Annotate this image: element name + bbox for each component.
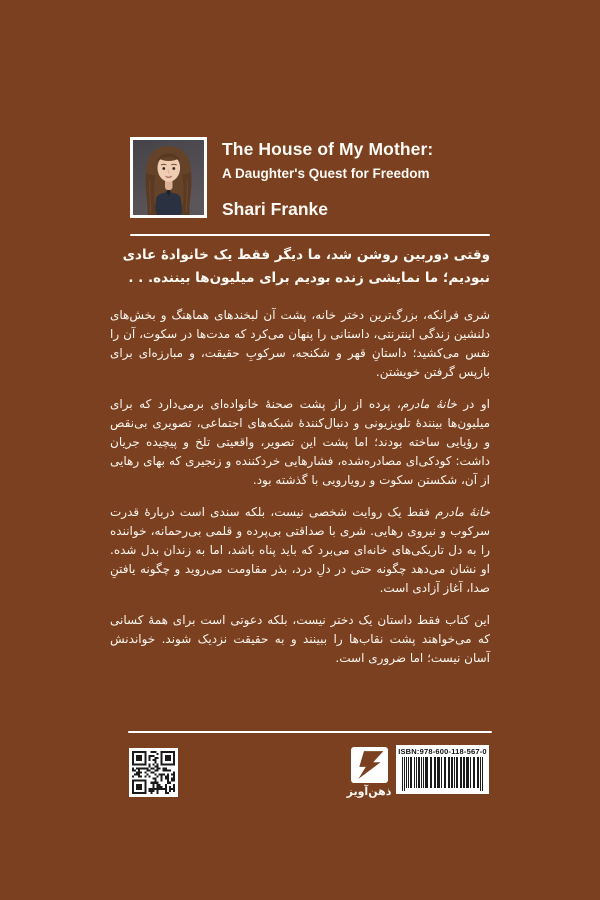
paragraph: خانهٔ مادرم فقط یک روایت شخصی نیست، بلکه سندی است دربارهٔ قدرت سرکوب و نیروی رهایی. شری با صداقتی بی‌پرده و قلمی بی‌رحمانه، خواننده را به دل تاریکی‌های خانه‌ای می‌برد که باید پناه باشد، اما به زندان بدل شده. او نشان می‌دهد چگونه حتی در دلِ درد، بذر مقاومت می‌روید و چگونه یافتنِ صدا، آغاز آزادی است. [110, 505, 490, 595]
qr-code-svg [132, 751, 175, 794]
barcode-svg [399, 757, 486, 792]
header-divider [130, 234, 490, 236]
author-name: Shari Franke [222, 199, 329, 219]
pull-quote: وقتی دوربین روشن شد، ما دیگر فقط یک خانوادهٔ عادی نبودیم؛ ما نمایشی زنده بودیم برای میلیون‌ها بیننده. . . [122, 247, 490, 286]
paragraph: او در خانهٔ مادرم، پرده از راز پشت صحنهٔ خانواده‌ای برمی‌دارد که برای میلیون‌ها بینندهٔ تلویزیونی و دنبال‌کنندهٔ شبکه‌های اجتماعی، تصویری بی‌نقص و رؤیایی ساخته بودند؛ اما پشت این تصویر، واقعیتی تلخ و پیچیده جریان داشت: کودکی‌ای مصادره‌شده، فشارهایی خردکننده و زنجیری که بهای رهایی از آن، شکستن سکوت و رویارویی با گذشته بود. [110, 397, 490, 487]
qr-code [129, 748, 178, 797]
book-subtitle: A Daughter's Quest for Freedom [222, 166, 430, 181]
description-column [110, 244, 490, 681]
publisher-logo-icon [351, 747, 388, 783]
paragraph: این کتاب فقط داستان یک دختر نیست، بلکه دعوتی است برای همهٔ کسانی که می‌خواهند پشت نقاب‌ها را ببینند و به حقیقت نزدیک شوند. خواندنش آسان نیست؛ اما ضروری است. [110, 613, 490, 665]
footer-divider [128, 731, 492, 733]
author-photo [130, 137, 207, 218]
publisher-logo [341, 747, 397, 798]
paragraph: شری فرانکه، بزرگ‌ترین دختر خانه، پشت آن لبخندهای هماهنگ و بخش‌های دلنشین زندگی اینترنتی، داستانی را پنهان می‌کرد که مدت‌ها در سکوت، آن را نفس می‌کشید؛ داستانِ قهر و شکنجه، سرکوبِ حقیقت، و مبارزه‌ای برای بازپس گرفتن خویشتن. [110, 308, 490, 379]
isbn-label: ISBN:978-600-118-567-0 [398, 747, 487, 756]
body-paragraphs [110, 306, 490, 668]
author-photo-image [133, 140, 204, 215]
barcode [396, 745, 489, 794]
header-text-block [222, 139, 433, 220]
book-title: The House of My Mother: [222, 139, 434, 159]
publisher-name: ذهن‌آویز [346, 785, 392, 798]
